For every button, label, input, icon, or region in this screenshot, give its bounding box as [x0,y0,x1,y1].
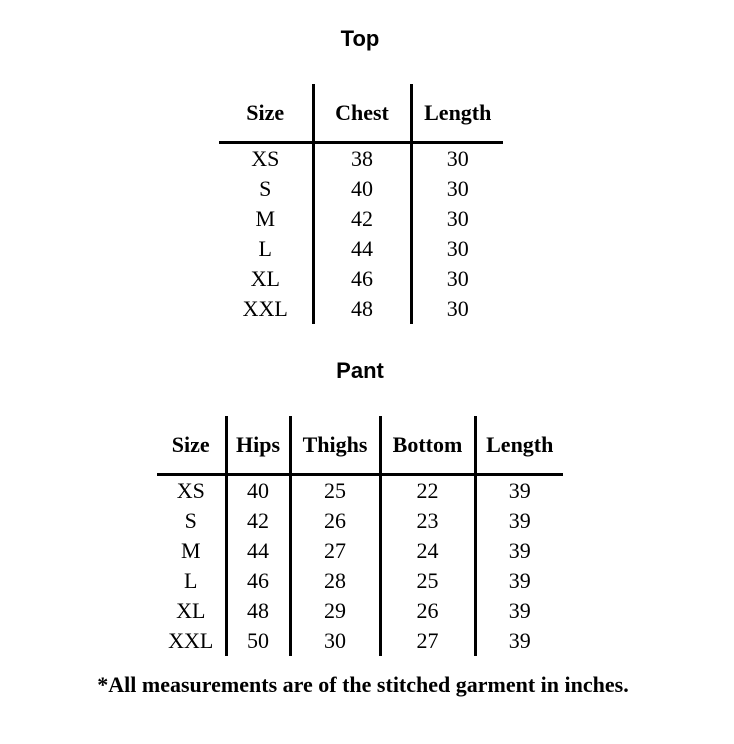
size-cell: XS [251,146,280,171]
hips-cell: 50 [226,626,290,656]
length-cell: 30 [411,264,503,294]
thighs-cell: 30 [290,626,380,656]
length-cell: 30 [411,294,503,324]
size-cell: XXL [168,628,214,653]
bottom-cell: 26 [380,596,475,626]
chest-cell: 44 [313,234,411,264]
thighs-cell: 29 [290,596,380,626]
chest-cell: 42 [313,204,411,234]
table-row [157,506,563,536]
bottom-cell: 25 [380,566,475,596]
column-header-thighs: Thighs [290,416,380,475]
table-row [157,566,563,596]
table-row [157,475,563,507]
column-header-chest: Chest [313,84,411,143]
column-header-hips: Hips [226,416,290,475]
hips-cell: 48 [226,596,290,626]
pant-section-title: Pant [336,358,384,383]
hips-cell: 42 [226,506,290,536]
chest-cell: 48 [313,294,411,324]
measurement-footnote: *All measurements are of the stitched garment in inches. [97,672,629,697]
chest-cell: 40 [313,174,411,204]
length-cell: 39 [475,596,563,626]
size-cell: M [255,206,276,231]
table-row [157,626,563,656]
size-cell: XXL [242,296,288,321]
length-cell: 39 [475,626,563,656]
size-cell: XL [176,598,206,623]
length-cell: 39 [475,536,563,566]
table-row [219,294,503,324]
size-cell: XL [250,266,280,291]
table-header-row [157,416,563,475]
chest-cell: 46 [313,264,411,294]
column-header-size: Size [219,84,313,143]
length-cell: 30 [411,174,503,204]
top-section-title: Top [340,26,380,51]
column-header-length: Length [411,84,503,143]
length-cell: 39 [475,566,563,596]
length-cell: 30 [411,143,503,175]
chest-cell: 38 [313,143,411,175]
size-cell: M [180,538,201,563]
pant-size-table [157,416,563,656]
table-row [157,536,563,566]
size-cell: S [259,176,272,201]
top-size-table [219,84,503,324]
table-row [219,174,503,204]
table-row [157,596,563,626]
size-cell: S [184,508,197,533]
table-header-row [219,84,503,143]
length-cell: 39 [475,506,563,536]
column-header-bottom: Bottom [380,416,475,475]
hips-cell: 40 [226,475,290,507]
thighs-cell: 27 [290,536,380,566]
table-row [219,234,503,264]
hips-cell: 46 [226,566,290,596]
bottom-cell: 22 [380,475,475,507]
table-row [219,264,503,294]
length-cell: 39 [475,475,563,507]
column-header-size: Size [157,416,226,475]
bottom-cell: 23 [380,506,475,536]
length-cell: 30 [411,234,503,264]
table-row [219,204,503,234]
size-cell: L [258,236,272,261]
size-cell: L [184,568,198,593]
length-cell: 30 [411,204,503,234]
bottom-cell: 24 [380,536,475,566]
size-cell: XS [176,478,205,503]
thighs-cell: 25 [290,475,380,507]
thighs-cell: 26 [290,506,380,536]
hips-cell: 44 [226,536,290,566]
column-header-length: Length [475,416,563,475]
thighs-cell: 28 [290,566,380,596]
table-row [219,143,503,175]
bottom-cell: 27 [380,626,475,656]
